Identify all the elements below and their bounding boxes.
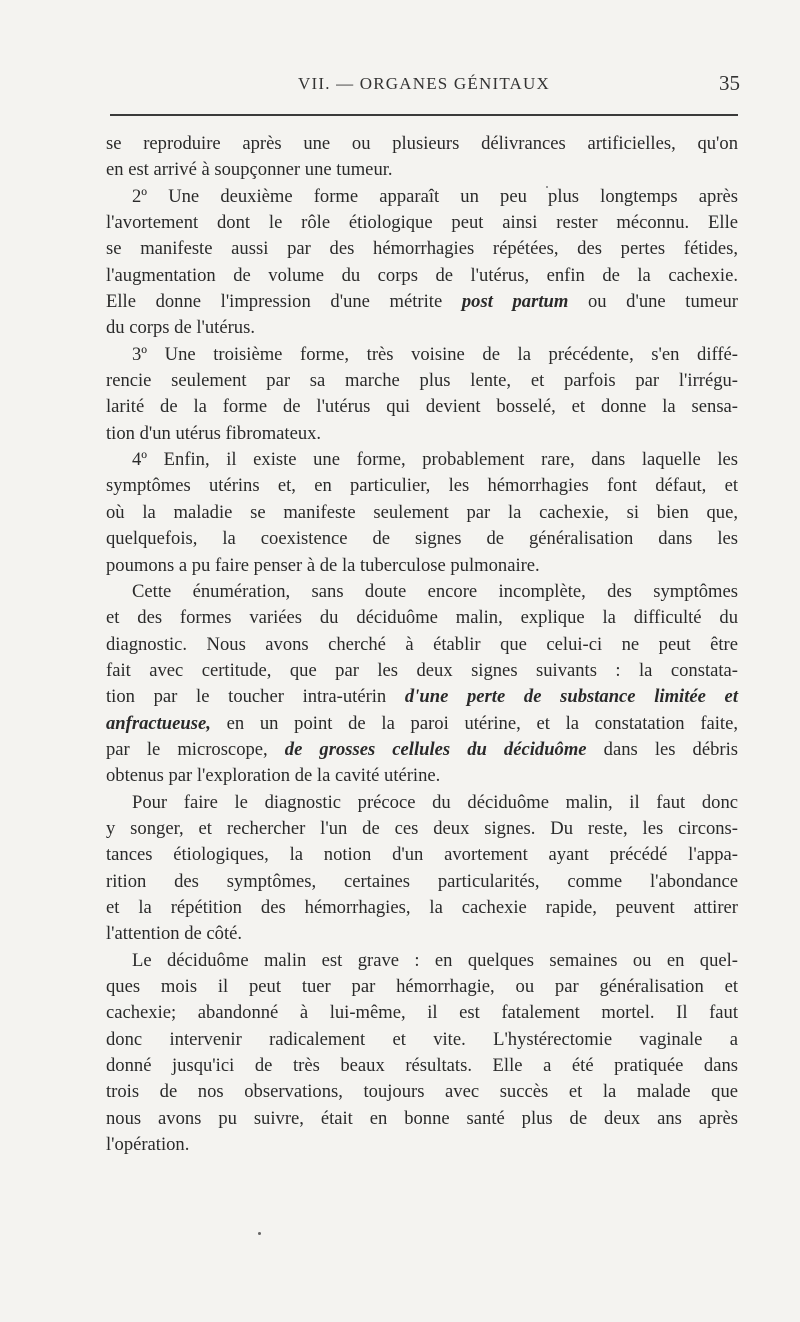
text-line: donc intervenir radicalement et vite. L'hystérectomie vaginale a — [106, 1028, 738, 1050]
text-line: larité de la forme de l'utérus qui devient bosselé, et donne la sensa- — [106, 396, 738, 418]
paragraph-4 — [106, 447, 738, 579]
italic-term: d'une perte de substance limitée et — [404, 686, 738, 708]
text-line: rencie seulement par sa marche plus lente, et parfois par l'irrégu- — [106, 370, 738, 392]
text-line: en est arrivé à soupçonner une tumeur. — [106, 159, 393, 181]
text-line — [106, 289, 738, 315]
text-line: diagnostic. Nous avons cherché à établir que celui-ci ne peut être — [106, 633, 738, 655]
text-segment: Elle donne l'impression d'une métrite — [106, 291, 443, 313]
text-line: Cette énumération, sans doute encore incomplète, des symptômes — [132, 580, 738, 602]
running-title: VII. — ORGANES GÉNITAUX — [298, 74, 550, 93]
text-line: 3º Une troisième forme, très voisine de la précédente, s'en diffé- — [132, 343, 738, 365]
text-line: tion d'un utérus fibromateux. — [106, 422, 322, 444]
text-line: et des formes variées du déciduôme malin, explique la difficulté du — [106, 607, 738, 629]
text-line: 2º Une deuxième forme apparaît un peu plus longtemps après — [132, 185, 738, 207]
paragraph-5 — [106, 579, 738, 790]
page-number: 35 — [719, 71, 740, 95]
paragraph-1 — [106, 131, 738, 184]
text-line — [106, 684, 738, 710]
text-line: cachexie; abandonné à lui-même, il est fatalement mortel. Il faut — [106, 1002, 738, 1024]
paragraph-7 — [106, 948, 738, 1159]
text-line: l'opération. — [106, 1134, 190, 1156]
text-segment: ou d'une tumeur — [587, 291, 738, 313]
text-line: et la répétition des hémorrhagies, la cachexie rapide, peuvent attirer — [106, 896, 738, 918]
text-line: poumons a pu faire penser à de la tuberculose pulmonaire. — [106, 554, 540, 576]
paragraph-3 — [106, 342, 738, 447]
text-line: donné jusqu'ici de très beaux résultats. Elle a été pratiquée dans — [106, 1055, 738, 1077]
text-line: nous avons pu suivre, était en bonne santé plus de deux ans après — [106, 1107, 738, 1129]
italic-term: anfractueuse, — [106, 712, 211, 734]
text-line — [106, 737, 738, 763]
text-segment: tion par le toucher intra-utérin — [106, 686, 387, 708]
text-line: Le déciduôme malin est grave : en quelques semaines ou en quel- — [132, 949, 738, 971]
text-line: se manifeste aussi par des hémorrhagies répétées, des pertes fétides, — [106, 238, 738, 260]
text-line: tances étiologiques, la notion d'un avortement ayant précédé l'appa- — [106, 844, 738, 866]
running-header — [108, 71, 740, 104]
text-line: l'augmentation de volume du corps de l'utérus, enfin de la cachexie. — [106, 264, 738, 286]
text-line: rition des symptômes, certaines particularités, comme l'abondance — [106, 870, 738, 892]
text-line: l'avortement dont le rôle étiologique peut ainsi rester méconnu. Elle — [106, 212, 738, 234]
stray-mark — [258, 1232, 261, 1235]
text-line: se reproduire après une ou plusieurs délivrances artificielles, qu'on — [106, 133, 738, 154]
text-line: trois de nos observations, toujours avec succès et la malade que — [106, 1081, 738, 1103]
text-line: où la maladie se manifeste seulement par la cachexie, si bien que, — [106, 501, 738, 523]
italic-term: post partum — [461, 291, 569, 313]
text-line: Pour faire le diagnostic précoce du déciduôme malin, il faut donc — [132, 791, 738, 813]
body-text — [106, 131, 738, 1158]
text-line: symptômes utérins et, en particulier, les hémorrhagies font défaut, et — [106, 475, 738, 497]
text-line: y songer, et rechercher l'un de ces deux signes. Du reste, les circons- — [106, 817, 738, 839]
text-line: fait avec certitude, que par les deux signes suivants : la constata- — [106, 659, 738, 681]
paragraph-6 — [106, 790, 738, 948]
text-line: quelquefois, la coexistence de signes de généralisation dans les — [106, 528, 738, 550]
text-line: du corps de l'utérus. — [106, 317, 255, 339]
text-line — [106, 711, 738, 737]
text-line: l'attention de côté. — [106, 923, 243, 945]
paragraph-2 — [106, 184, 738, 342]
text-line: ques mois il peut tuer par hémorrhagie, ou par généralisation et — [106, 976, 738, 997]
text-line: 4º Enfin, il existe une forme, probablement rare, dans laquelle les — [132, 449, 738, 471]
header-rule — [110, 114, 738, 116]
italic-term: de grosses cellules du déciduôme — [284, 738, 587, 760]
text-segment: en un point de la paroi utérine, et la constatation faite, — [226, 712, 739, 734]
text-segment: dans les débris — [603, 738, 739, 760]
text-segment: par le microscope, — [106, 738, 268, 760]
text-line: obtenus par l'exploration de la cavité utérine. — [106, 765, 441, 787]
